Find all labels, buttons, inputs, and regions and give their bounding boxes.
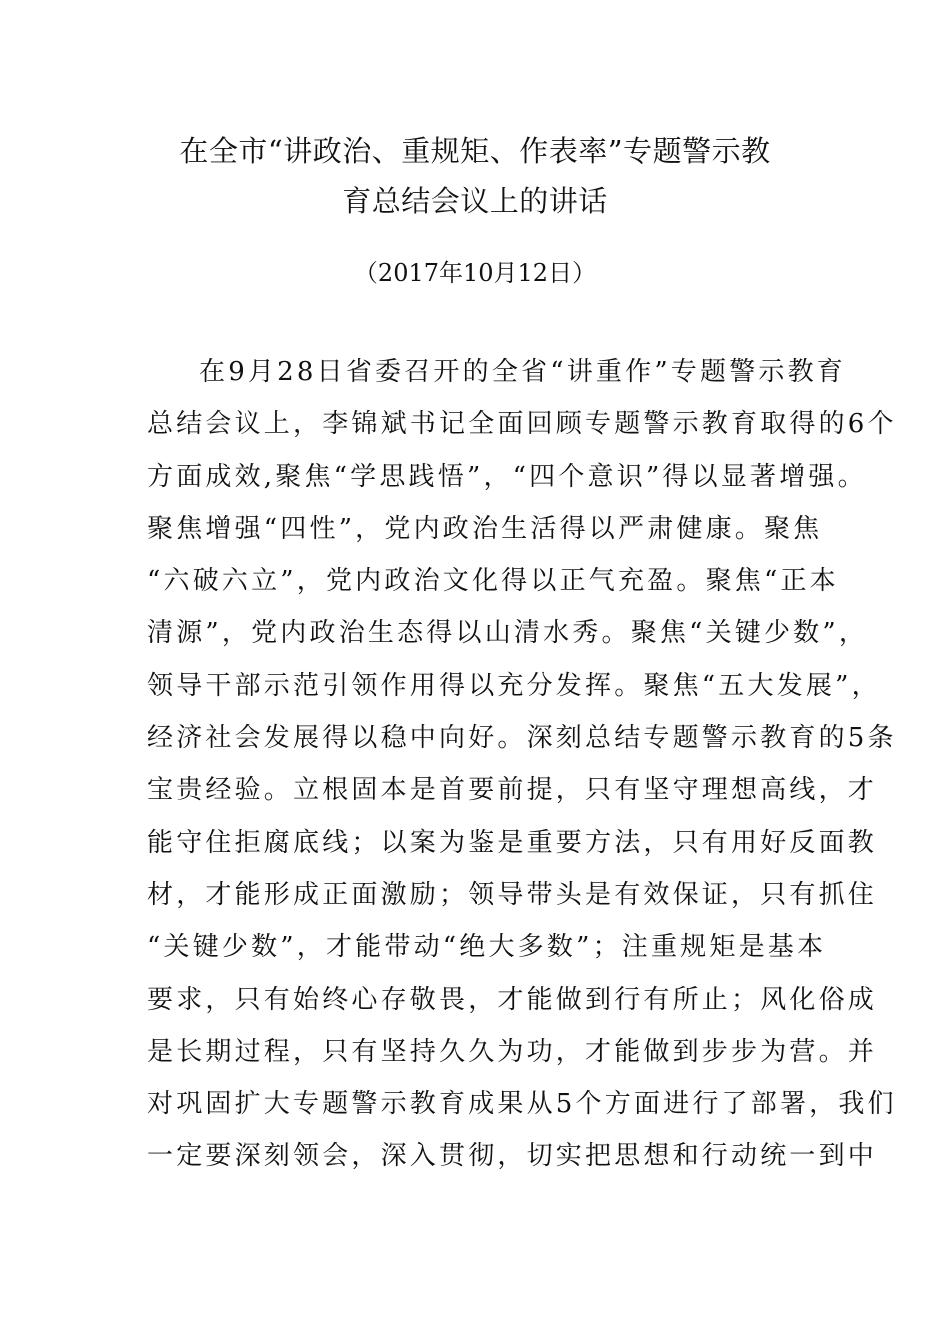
body-line: 清源”，党内政治生态得以山清水秀。聚焦“关键少数”， (147, 618, 869, 649)
body-line: 总结会议上，李锦斌书记全面回顾专题警示教育取得的6个 (147, 409, 897, 440)
body-line: 是长期过程，只有坚持久久为功，才能做到步步为营。并 (147, 1036, 878, 1067)
body-line: 要求，只有始终心存敬畏，才能做到行有所止；风化俗成 (147, 984, 878, 1015)
body-line: 宝贵经验。立根固本是首要前提，只有坚守理想高线，才 (147, 775, 878, 806)
body-line: 在9月28日省委召开的全省“讲重作”专题警示教育 (199, 357, 847, 387)
body-line: 方面成效,聚焦“学思践悟”，“四个意识”得以显著增强。 (147, 461, 867, 492)
body-line: 对巩固扩大专题警示教育成果从5个方面进行了部署，我们 (147, 1089, 897, 1120)
document-body (147, 346, 897, 1183)
body-line: 材，才能形成正面激励；领导带头是有效保证，只有抓住 (147, 879, 878, 910)
title-line-1: 在全市“讲政治、重规矩、作表率”专题警示教 (179, 134, 771, 168)
document-title (150, 126, 800, 226)
body-line: 领导干部示范引领作用得以充分发挥。聚焦“五大发展”， (147, 670, 881, 701)
title-line-2: 育总结会议上的讲话 (342, 184, 608, 218)
body-line: 一定要深刻领会，深入贯彻，切实把思想和行动统一到中 (147, 1141, 878, 1172)
document-date: （2017年10月12日） (353, 259, 597, 287)
body-line: 经济社会发展得以稳中向好。深刻总结专题警示教育的5条 (147, 723, 897, 754)
body-line: “关键少数”，才能带动“绝大多数”；注重规矩是基本 (147, 932, 827, 963)
body-line: 聚焦增强“四性”，党内政治生活得以严肃健康。聚焦 (147, 513, 823, 544)
body-line: 能守住拒腐底线；以案为鉴是重要方法，只有用好反面教 (147, 827, 878, 858)
body-line: “六破六立”，党内政治文化得以正气充盈。聚焦“正本 (147, 566, 839, 597)
